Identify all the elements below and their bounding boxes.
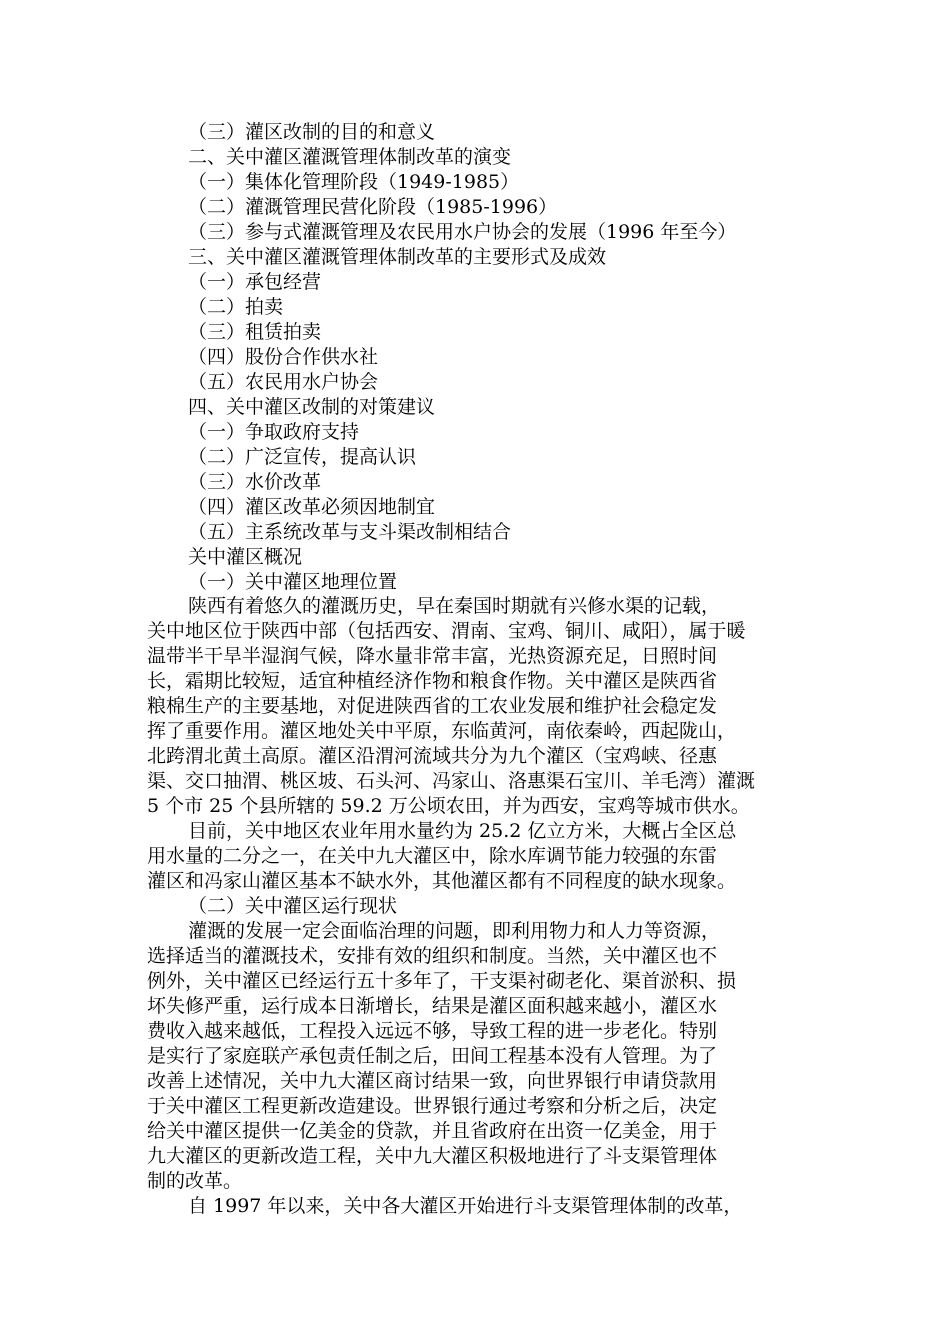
outline-item: （一）争取政府支持 bbox=[188, 421, 360, 443]
paragraph-line: 坏失修严重，运行成本日渐增长，结果是灌区面积越来越小，灌区水 bbox=[147, 995, 718, 1017]
paragraph bbox=[147, 1194, 807, 1219]
outline-item: （一）承包经营 bbox=[188, 271, 322, 293]
paragraph-line: 陕西有着悠久的灌溉历史，早在秦国时期就有兴修水渠的记载， bbox=[188, 595, 721, 617]
paragraph-line: 温带半干旱半湿润气候，降水量非常丰富，光热资源充足，日照时间 bbox=[147, 645, 718, 667]
paragraph-line: 用水量的二分之一，在关中九大灌区中，除水库调节能力较强的东雷 bbox=[147, 845, 718, 867]
outline-item: （四）灌区改革必须因地制宜 bbox=[188, 496, 436, 518]
outline-item: （二）广泛宣传，提高认识 bbox=[188, 446, 417, 468]
paragraph-line: 长，霜期比较短，适宜种植经济作物和粮食作物。关中灌区是陕西省 bbox=[147, 670, 718, 692]
paragraph bbox=[147, 594, 807, 819]
subsection-heading: （一）关中灌区地理位置 bbox=[188, 571, 398, 593]
paragraph-line: 自 1997 年以来，关中各大灌区开始进行斗支渠管理体制的改革， bbox=[188, 1195, 743, 1217]
outline-item: （二）灌溉管理民营化阶段（1985-1996） bbox=[188, 196, 558, 218]
outline-item: （五）农民用水户协会 bbox=[188, 371, 379, 393]
paragraph-line: 5 个市 25 个县所辖的 59.2 万公顷农田，并为西安，宝鸡等城市供水。 bbox=[147, 795, 750, 817]
paragraph-line: 北跨渭北黄土高原。灌区沿渭河流域共分为九个灌区（宝鸡峡、径惠 bbox=[147, 745, 718, 767]
paragraph-line: 费收入越来越低，工程投入远远不够，导致工程的进一步老化。特别 bbox=[147, 1020, 718, 1042]
outline-item: （三）水价改革 bbox=[188, 471, 322, 493]
paragraph-line: 给关中灌区提供一亿美金的贷款，并且省政府在出资一亿美金，用于 bbox=[147, 1120, 718, 1142]
paragraph-line: 例外，关中灌区已经运行五十多年了，干支渠衬砌老化、渠首淤积、损 bbox=[147, 970, 737, 992]
paragraph-line: 挥了重要作用。灌区地处关中平原，东临黄河，南依秦岭，西起陇山， bbox=[147, 720, 737, 742]
body-text bbox=[147, 594, 807, 1219]
outline-item: （二）拍卖 bbox=[188, 296, 284, 318]
paragraph-line: 制的改革。 bbox=[147, 1170, 243, 1192]
paragraph-line: 于关中灌区工程更新改造建设。世界银行通过考察和分析之后，决定 bbox=[147, 1095, 718, 1117]
outline-item: （三）参与式灌溉管理及农民用水户协会的发展（1996 年至今） bbox=[188, 221, 737, 243]
outline-item: 四、关中灌区改制的对策建议 bbox=[188, 396, 436, 418]
outline-item: （四）股份合作供水社 bbox=[188, 346, 379, 368]
outline-item: （三）灌区改制的目的和意义 bbox=[188, 121, 436, 143]
paragraph bbox=[147, 819, 807, 894]
paragraph-line: 关中地区位于陕西中部（包括西安、渭南、宝鸡、铜川、咸阳），属于暖 bbox=[147, 620, 746, 642]
paragraph bbox=[147, 919, 807, 1194]
paragraph-line: 是实行了家庭联产承包责任制之后，田间工程基本没有人管理。为了 bbox=[147, 1045, 718, 1067]
outline-item: 二、关中灌区灌溉管理体制改革的演变 bbox=[188, 146, 512, 168]
outline-item: （三）租赁拍卖 bbox=[188, 321, 322, 343]
outline-item: （一）集体化管理阶段（1949-1985） bbox=[188, 171, 520, 193]
paragraph-line: 灌溉的发展一定会面临治理的问题，即利用物力和人力等资源， bbox=[188, 920, 721, 942]
subsection-heading: （二）关中灌区运行现状 bbox=[188, 895, 398, 917]
outline-item: （五）主系统改革与支斗渠改制相结合 bbox=[188, 521, 512, 543]
paragraph-line: 目前，关中地区农业年用水量约为 25.2 亿立方米，大概占全区总 bbox=[188, 820, 737, 842]
outline-item: 三、关中灌区灌溉管理体制改革的主要形式及成效 bbox=[188, 246, 607, 268]
paragraph-line: 渠、交口抽渭、桃区坡、石头河、冯家山、洛惠渠石宝川、羊毛湾）灌溉 bbox=[147, 770, 756, 792]
table-of-contents bbox=[188, 120, 888, 595]
section-heading: 关中灌区概况 bbox=[188, 546, 303, 568]
paragraph-line: 改善上述情况，关中九大灌区商讨结果一致，向世界银行申请贷款用 bbox=[147, 1070, 718, 1092]
paragraph-line: 灌区和冯家山灌区基本不缺水外，其他灌区都有不同程度的缺水现象。 bbox=[147, 870, 737, 892]
paragraph-line: 选择适当的灌溉技术，安排有效的组织和制度。当然，关中灌区也不 bbox=[147, 945, 718, 967]
paragraph-line: 九大灌区的更新改造工程，关中九大灌区积极地进行了斗支渠管理体 bbox=[147, 1145, 718, 1167]
paragraph-line: 粮棉生产的主要基地，对促进陕西省的工农业发展和维护社会稳定发 bbox=[147, 695, 718, 717]
